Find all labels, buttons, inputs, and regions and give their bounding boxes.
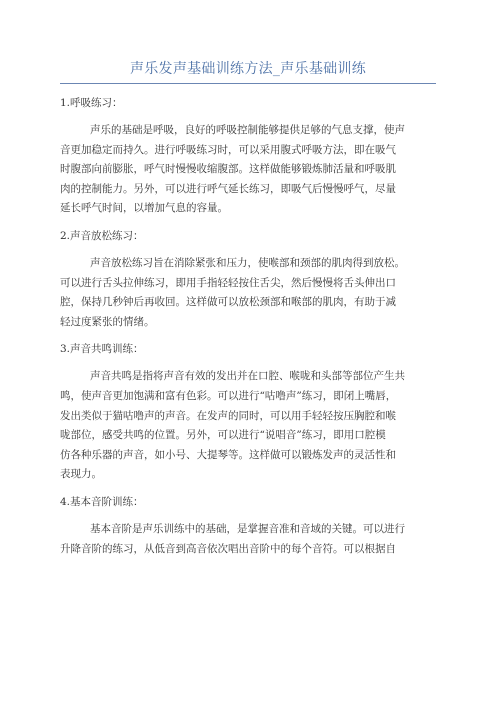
paragraph-line: 声音共鸣是指将声音有效的发出并在口腔、喉咙和头部等部位产生共: [90, 370, 405, 383]
section-relaxation: [60, 229, 438, 332]
paragraph-line: 鸣，使声音更加饱满和富有色彩。可以进行“咕噜声”练习，即闭上嘴唇，: [60, 389, 397, 402]
section-heading: 4.基本音阶训练：: [60, 495, 144, 508]
paragraph-line: 升降音阶的练习，从低音到高音依次唱出音阶中的每个音符。可以根据自: [60, 542, 396, 555]
paragraph-line: 基本音阶是声乐训练中的基础，是掌握音准和音域的关键。可以进行: [90, 522, 405, 535]
document-body: [60, 96, 438, 569]
paragraph-line: 肉的控制能力。另外，可以进行呼气延长练习，即吸气后慢慢呼气，尽量: [60, 182, 396, 195]
section-paragraph: [60, 367, 438, 485]
paragraph-line: 声音放松练习旨在消除紧张和压力，使喉部和颈部的肌肉得到放松。: [90, 256, 405, 269]
paragraph-line: 可以进行舌头拉伸练习，即用手指轻轻按住舌尖，然后慢慢将舌头伸出口: [60, 276, 396, 289]
paragraph-line: 表现力。: [60, 468, 102, 481]
section-breathing: [60, 96, 438, 219]
document-title: 声乐发声基础训练方法_声乐基础训练: [129, 61, 367, 77]
paragraph-line: 发出类似于猫咕噜声的声音。在发声的同时，可以用手轻轻按压胸腔和喉: [60, 409, 396, 422]
paragraph-line: 腔，保持几秒钟后再收回。这样做可以放松颈部和喉部的肌肉，有助于减: [60, 296, 396, 309]
section-heading: 3.声音共鸣训练：: [60, 343, 144, 356]
section-paragraph: [60, 520, 438, 559]
paragraph-line: 仿各种乐器的声音，如小号、大提琴等。这样做可以锻炼发声的灵活性和: [60, 448, 396, 461]
paragraph-line: 声乐的基础是呼吸，良好的呼吸控制能够提供足够的气息支撑，使声: [90, 124, 405, 136]
section-paragraph: [60, 254, 438, 332]
paragraph-line: 延长呼气时间，以增加气息的容量。: [60, 202, 228, 215]
section-resonance: [60, 342, 438, 485]
paragraph-line: 时腹部向前膨胀，呼气时慢慢收缩腹部。这样做能够锻炼肺活量和呼吸肌: [60, 163, 396, 176]
section-heading: 2.声音放松练习：: [60, 229, 144, 242]
section-heading: 1.呼吸练习：: [60, 97, 123, 109]
paragraph-line: 咙部位，感受共鸣的位置。另外，可以进行“说唱音”练习，即用口腔模: [60, 429, 386, 442]
paragraph-line: 轻过度紧张的情绪。: [60, 315, 155, 328]
paragraph-line: 音更加稳定而持久。进行呼吸练习时，可以采用腹式呼吸方法，即在吸气: [60, 143, 396, 156]
section-scales: [60, 495, 438, 559]
title-underline: [60, 83, 436, 84]
section-paragraph: [60, 121, 438, 219]
